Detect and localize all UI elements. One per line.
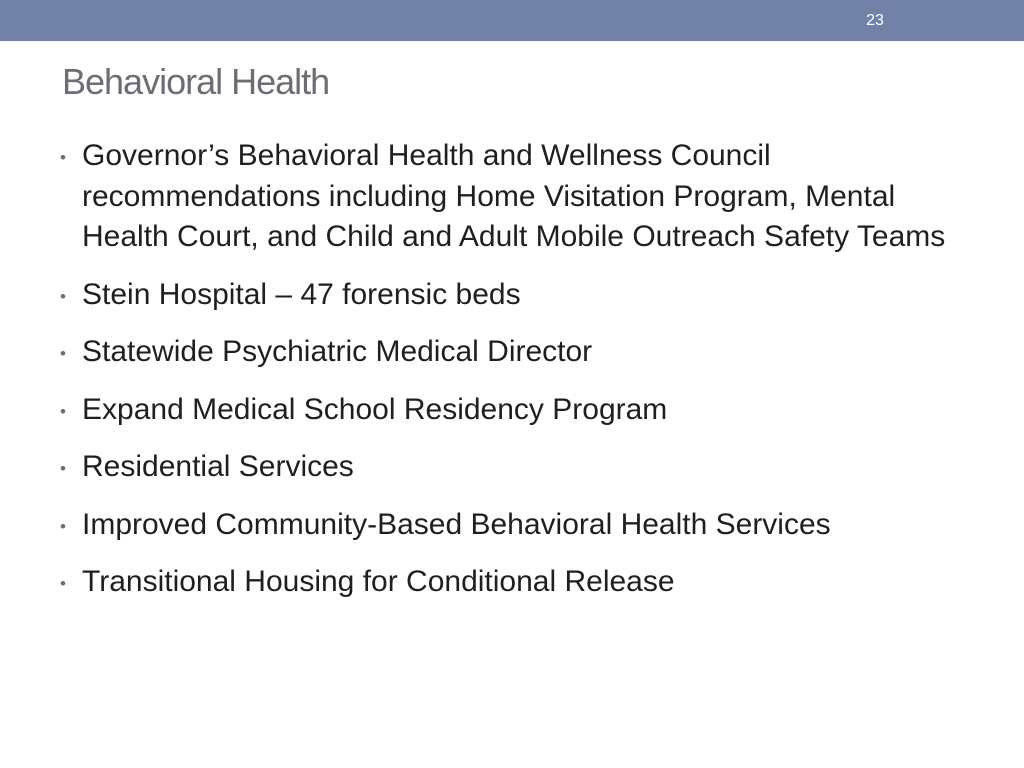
bullet-text: Governor’s Behavioral Health and Wellness Council recommendations including Home Visitation Program, Mental Health Court, and Child and Adult Mobile Outreach Safety Teams: [82, 139, 946, 253]
bullet-text: Transitional Housing for Conditional Release: [82, 565, 675, 598]
header-bar: [0, 0, 1024, 41]
bullet-text: Expand Medical School Residency Program: [82, 392, 668, 426]
bullet-item-transitional-housing: [60, 562, 980, 603]
bullet-item-medical-director: [60, 332, 980, 373]
bullet-item-community-services: [60, 505, 980, 546]
bullet-item-residential-services: [60, 447, 980, 488]
slide-number: 23: [866, 12, 884, 29]
bullet-dot-icon: •: [60, 286, 66, 306]
bullet-text: Stein Hospital – 47 forensic beds: [82, 277, 521, 311]
bullet-text: Improved Community-Based Behavioral Health Services: [82, 507, 831, 541]
bullet-dot-icon: •: [60, 516, 66, 536]
bullet-item-residency-program: [60, 390, 980, 431]
bullet-text: Residential Services: [82, 450, 354, 483]
bullet-item-council: [60, 136, 980, 258]
bullet-dot-icon: •: [60, 401, 66, 421]
bullet-dot-icon: •: [60, 344, 66, 363]
bullet-item-stein-hospital: [60, 275, 980, 316]
bullet-text: Statewide Psychiatric Medical Director: [82, 335, 593, 368]
slide-title: Behavioral Health: [62, 61, 330, 102]
bullet-dot-icon: •: [60, 574, 66, 593]
bullet-dot-icon: •: [60, 459, 66, 478]
bullet-dot-icon: •: [60, 148, 66, 167]
bullet-list: [60, 136, 980, 620]
